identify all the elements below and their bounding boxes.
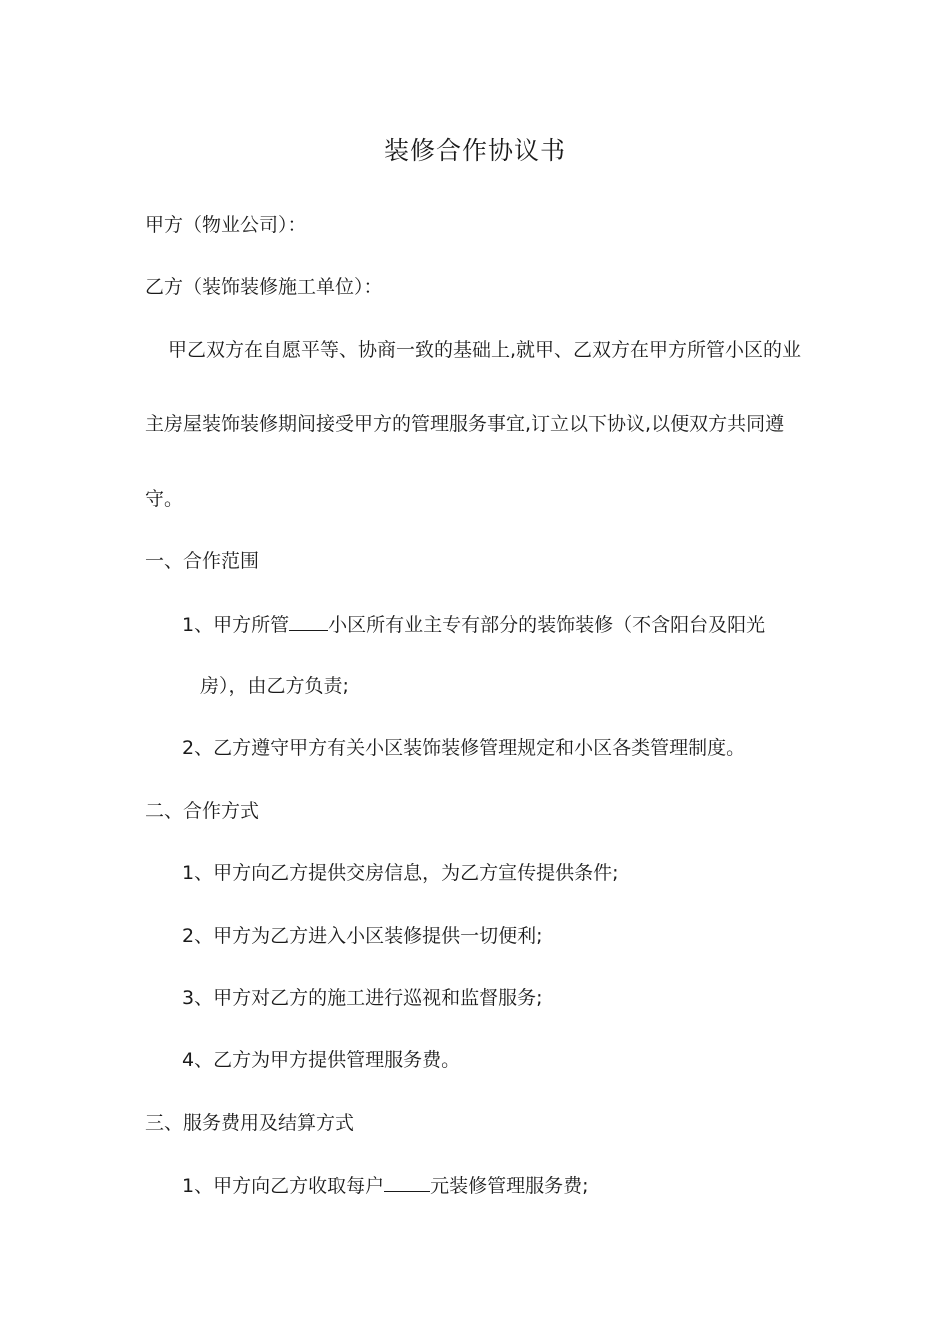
item-text-after-blank: 元装修管理服务费; <box>430 1175 589 1197</box>
fill-in-blank <box>384 1173 430 1192</box>
list-item: 2、甲方为乙方进入小区装修提供一切便利; <box>182 925 543 947</box>
party-b-label: 乙方（装饰装修施工单位）： <box>145 276 383 298</box>
list-item <box>182 612 765 637</box>
intro-line-2: 主房屋装饰装修期间接受甲方的管理服务事宜,订立以下协议,以便双方共同遵 <box>145 413 785 435</box>
item-text-before-blank: 1、甲方向乙方收取每户 <box>182 1175 385 1197</box>
section-heading: 一、合作范围 <box>145 550 260 572</box>
list-item-continuation: 房），由乙方负责; <box>200 675 349 697</box>
list-item <box>182 1173 589 1198</box>
section-heading: 三、服务费用及结算方式 <box>145 1112 355 1134</box>
list-item: 1、甲方向乙方提供交房信息，为乙方宣传提供条件; <box>182 862 619 884</box>
list-item: 3、甲方对乙方的施工进行巡视和监督服务; <box>182 987 543 1009</box>
intro-line-1: 甲乙双方在自愿平等、协商一致的基础上,就甲、乙双方在甲方所管小区的业 <box>168 339 802 361</box>
section-heading: 二、合作方式 <box>145 800 260 822</box>
intro-line-3: 守。 <box>145 488 184 510</box>
party-a-label: 甲方（物业公司）： <box>145 214 307 236</box>
list-item: 2、乙方遵守甲方有关小区装饰装修管理规定和小区各类管理制度。 <box>182 737 746 759</box>
list-item: 4、乙方为甲方提供管理服务费。 <box>182 1049 461 1071</box>
item-text-after-blank: 小区所有业主专有部分的装饰装修（不含阳台及阳光 <box>328 614 766 636</box>
document-title: 装修合作协议书 <box>383 136 566 165</box>
fill-in-blank <box>289 612 328 631</box>
item-text-before-blank: 1、甲方所管 <box>182 614 290 636</box>
